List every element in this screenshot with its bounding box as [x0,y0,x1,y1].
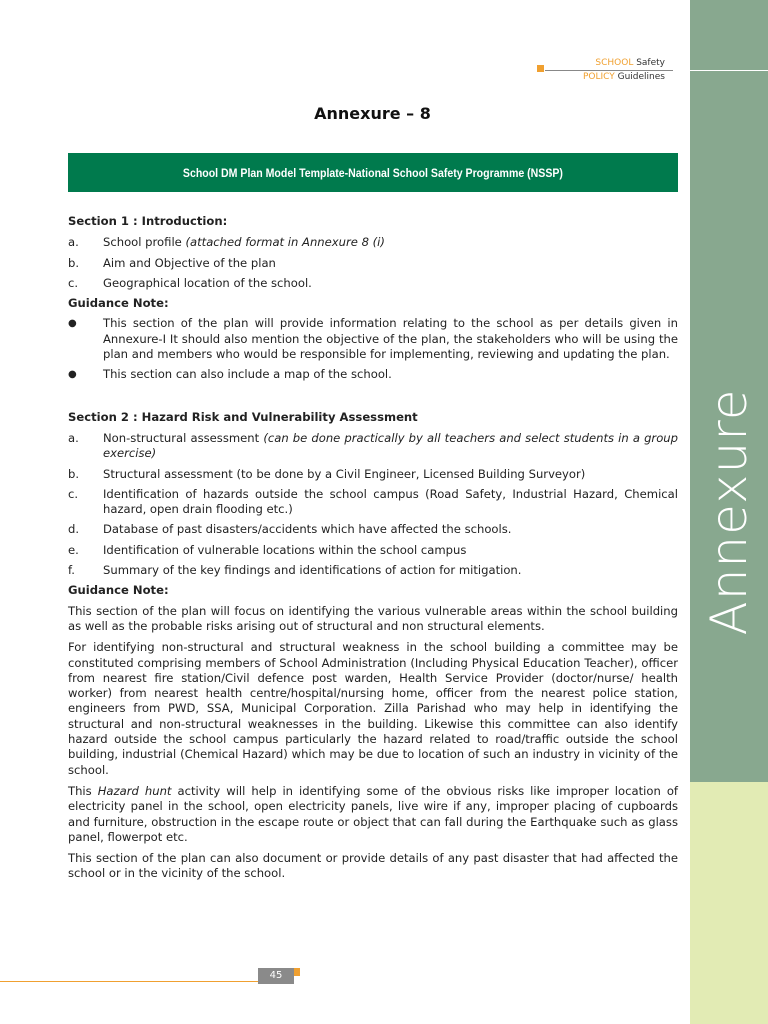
section-2-title: Section 2 : Hazard Risk and Vulnerability Assessment [68,409,418,424]
header-line-1: SCHOOL Safety [595,58,665,68]
paragraph: This section of the plan can also document or provide details of any past disaster that had affected the school or in the vicinity of the school. [68,851,678,881]
guidance-note-title: Guidance Note: [68,296,169,311]
section-1-title: Section 1 : Introduction: [68,214,228,228]
section-2-item: b. Structural assessment (to be done by a Civil Engineer, Licensed Building Surveyor) [68,466,586,481]
bullet-icon: ● [68,318,77,330]
section-2-item: a. Non-structural assessment (can be done practically by all teachers and select students in a group exercise) [68,430,679,461]
paragraph: This section of the plan will focus on identifying the various vulnerable areas within the school building as well as the probable risks arising out of structural and non structural elements. [68,603,678,633]
bullet-icon: ● [68,369,77,381]
section-1-item: a. School profile (attached format in Annexure 8 (i) [68,235,385,250]
page-number: 45 [258,968,294,984]
paragraph: This Hazard hunt activity will help in identifying some of the obvious risks like improper location of electricity panel in the school, open electricity panels, live wire if any, improper placing of cupboards and furniture, obstruction in the escape route or object that can fall during the Earthquake such as glass panel, flowerpot etc. [68,783,678,844]
header-square-icon [537,65,544,72]
footer-rule [0,981,258,982]
sidebar-band-bottom [690,782,768,1024]
section-2-item: d. Database of past disasters/accidents which have affected the schools. [68,522,512,537]
section-2-item: c. Identification of hazards outside the school campus (Road Safety, Industrial Hazard, Chemical hazard, open drain flooding etc.) [68,486,678,517]
sidebar-divider [690,70,768,71]
guidance-bullet: ● This section of the plan will provide information relating to the school as per details given in Annexure-I It should also mention the objective of the plan, the stakeholders who will be using the plan and members who would be responsible for implementing, reviewing and updating the plan. [68,316,678,362]
paragraph: For identifying non-structural and structural weakness in the school building a committee may be constituted comprising members of School Administration (Including Physical Education Teacher), officer from nearest fire station/Civil defence post warden, Health Service Provider (doctor/nurse/ health worker) from nearest health centre/hospital/nursing home, officer from the nearest police station, engineers from PWD, SSA, Municipal Corporation. Zilla Parishad who may help in identifying the structural and non-structural weaknesses in the building. Likewise this committee can also identify hazard outside the school campus particularly the hazard related to road/traffic outside the school building, industrial (Chemical Hazard) which may be due to location of such an industry in vicinity of the school. [68,640,678,777]
template-banner [68,153,678,192]
section-1-item: b. Aim and Objective of the plan [68,255,276,270]
running-header [537,58,673,84]
guidance-bullet: ● This section can also include a map of the school. [68,367,392,382]
header-line-2: POLICY Guidelines [582,72,665,82]
sidebar-annexure-label: Annexure [700,388,758,636]
section-2-item: e. Identification of vulnerable locations within the school campus [68,542,467,557]
section-2-item: f. Summary of the key findings and identifications of action for mitigation. [68,563,522,578]
section-1-item: c. Geographical location of the school. [68,275,312,290]
banner-text: School DM Plan Model Template-National School Safety Programme (NSSP) [182,165,564,180]
document-body [68,214,678,888]
header-rule [545,70,673,71]
page-number-accent [294,968,300,976]
page-title: Annexure – 8 [314,104,431,123]
guidance-note-title: Guidance Note: [68,583,169,598]
